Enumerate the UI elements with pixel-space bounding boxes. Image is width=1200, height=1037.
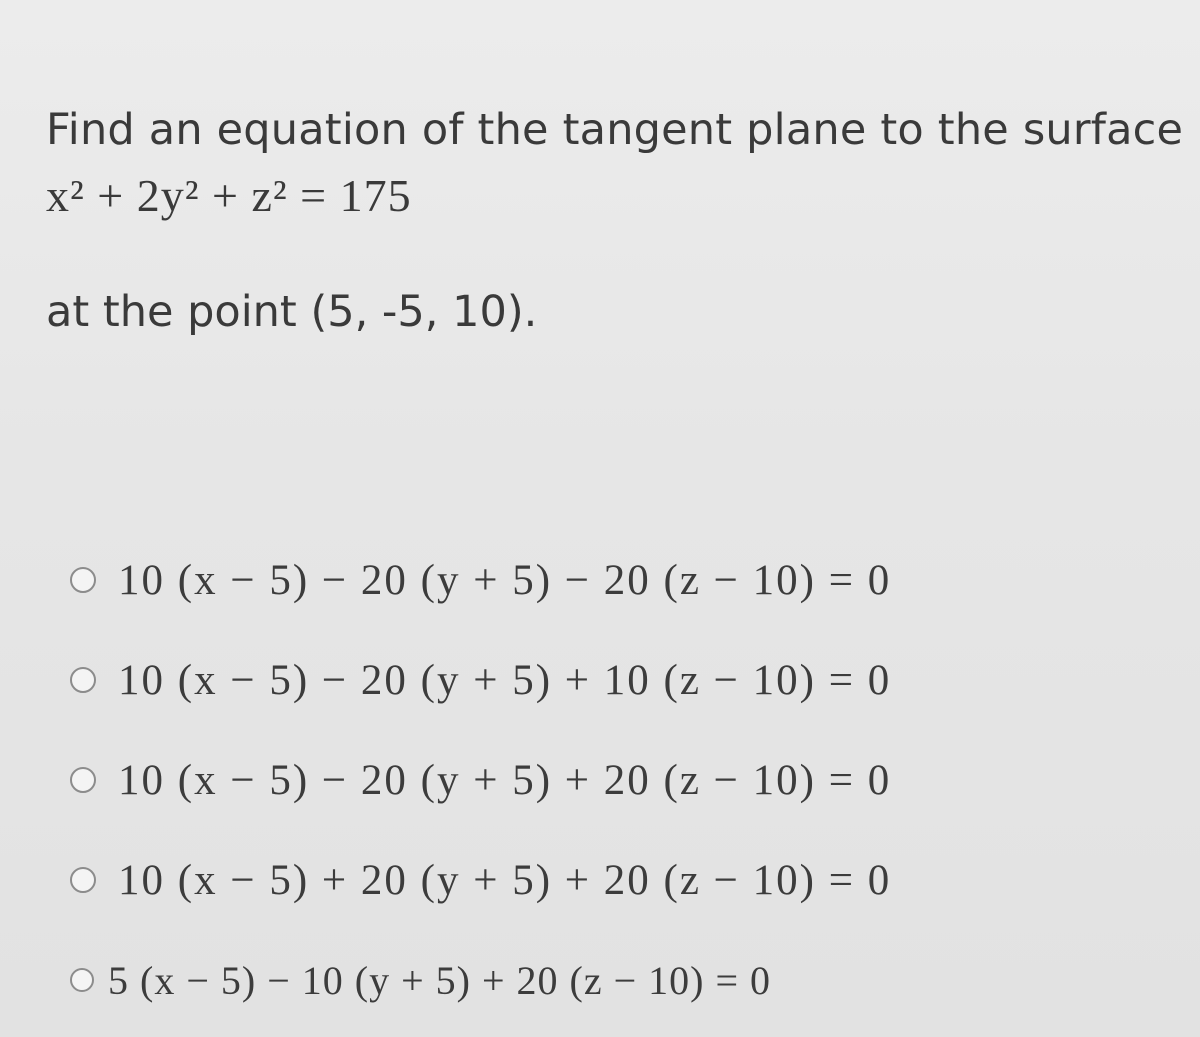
question-prompt: Find an equation of the tangent plane to the surface <box>46 105 1184 155</box>
answer-option[interactable] <box>70 930 1070 1030</box>
question-point: at the point (5, -5, 10). <box>46 287 538 337</box>
radio-button[interactable] <box>70 867 96 893</box>
answer-option-label: 10 (x − 5) + 20 (y + 5) + 20 (z − 10) = 0 <box>118 856 892 904</box>
answer-options <box>70 530 1070 1030</box>
answer-option[interactable] <box>70 730 1070 830</box>
answer-option-label: 5 (x − 5) − 10 (y + 5) + 20 (z − 10) = 0 <box>108 957 772 1003</box>
radio-button[interactable] <box>70 667 96 693</box>
answer-option[interactable] <box>70 830 1070 930</box>
answer-option[interactable] <box>70 630 1070 730</box>
radio-button[interactable] <box>70 567 96 593</box>
answer-option-label: 10 (x − 5) − 20 (y + 5) + 10 (z − 10) = 0 <box>118 656 892 704</box>
answer-option[interactable] <box>70 530 1070 630</box>
answer-option-label: 10 (x − 5) − 20 (y + 5) − 20 (z − 10) = 0 <box>118 556 892 604</box>
question <box>46 100 1186 342</box>
answer-option-label: 10 (x − 5) − 20 (y + 5) + 20 (z − 10) = 0 <box>118 756 892 804</box>
radio-button[interactable] <box>70 968 94 992</box>
surface-equation: x² + 2y² + z² = 175 <box>46 170 412 221</box>
radio-button[interactable] <box>70 767 96 793</box>
